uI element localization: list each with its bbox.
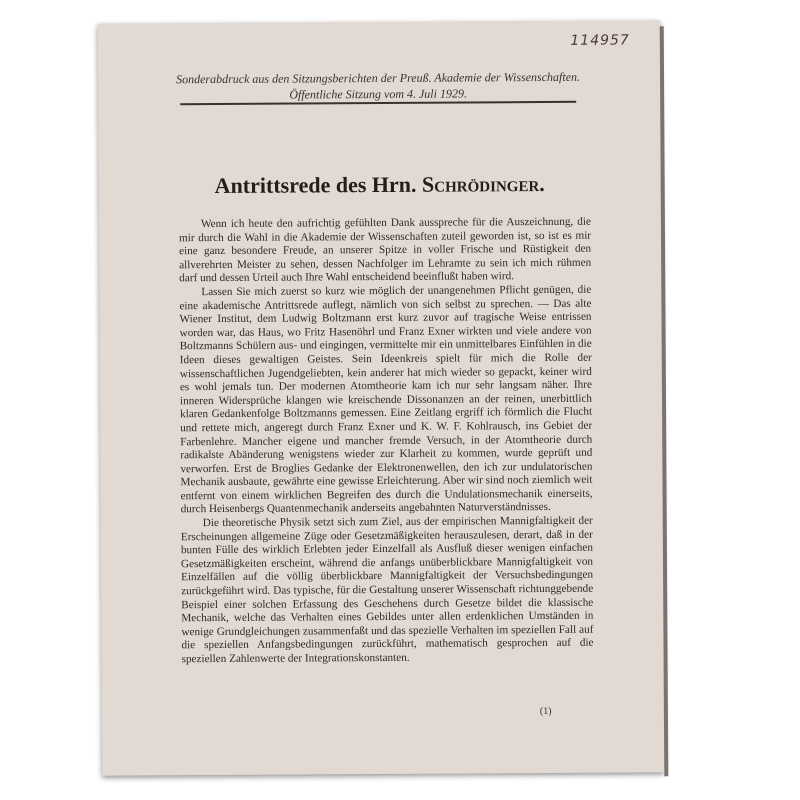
body-text (179, 216, 594, 667)
title-text: Antrittsrede des Hrn. (214, 171, 423, 199)
header-line-2: Öffentliche Sitzung vom 4. Juli 1929. (289, 86, 467, 102)
page-number: (1) (539, 705, 552, 718)
paragraph-2: Lassen Sie mich zuerst so kurz wie möglich der unangenehmen Pflicht genügen, die eine akademische Antrittsrede auflegt, nämlich von sich selbst zu sprechen. — Das alte Wiener Institut, dem Ludwig Boltzmann erst kurz zuvor auf tragische Weise entrissen worden war, das Haus, wo Fritz Hasenöhrl und Franz Exner wirkten und viele andere von Boltzmanns Schülern aus- und eingingen, vermittelte mir ein unmittelbares Einfühlen in die Ideen dieses gewaltigen Geistes. Sein Ideenkreis spielt für mich die Rolle der wissenschaftlichen Jugendgeliebten, kein anderer hat mich wieder so gepackt, keiner wird es wohl jemals tun. Der modernen Atomtheorie kam ich nur sehr langsam näher. Ihre inneren Widersprüche klangen wie kreischende Dissonanzen an der reinen, unerbittlich klaren Gedankenfolge Boltzmanns gemessen. Eine Zeitlang ergriff ich förmlich die Flucht und rettete mich, angeregt durch Franz Exner und K. W. F. Kohlrausch, ins Gebiet der Farbenlehre. Mancher eigene und mancher fremde Versuch, in der Atomtheorie durch radikalste Abänderung wenigstens wieder zur Klarheit zu kommen, wurde geprüft und verworfen. Erst de Broglies Gedanke der Elektronenwellen, den ich zur undulatorischen Mechanik ausbaute, gewährte eine gewisse Erleichterung. Aber wir sind noch ziemlich weit entfernt von einem wirklichen Begreifen des durch die Undulationsmechanik einerseits, durch Heisenbergs Quantenmechanik anderseits angebahnten Naturverständnisses. (179, 283, 593, 516)
page-edge-shadow (660, 26, 669, 776)
title-name: Schrödinger. (421, 170, 545, 197)
page-title (99, 170, 661, 199)
header-line-1: Sonderabdruck aus den Sitzungsberichten der Preuß. Akademie der Wissenschaften. (176, 69, 581, 87)
reprint-header (176, 69, 580, 103)
paragraph-3: Die theoretische Physik setzt sich zum Ziel, aus der empirischen Mannigfaltigkeit der Erscheinungen allgemeine Züge oder Gesetzmäßigkeiten herauszulesen, derart, daß in der bunten Fülle des wirklich Erlebten jeder Einzelfall als Ausfluß dieser wenigen einfachen Gesetzmäßigkeiten erscheint, während die anfangs unüberblickbare Mannigfaltigkeit von Einzelfällen auf die völlig überblickbare Mannigfaltigkeit der Versuchsbedingungen zurückgeführt wird. Das typische, für die Gestaltung unserer Wissenschaft richtunggebende Beispiel einer solchen Erfassung des Geschehens durch Gesetze bildet die klassische Mechanik, welche das Verhalten eines Gebildes unter allen erdenklichen Umständen in wenige Grundgleichungen zusammenfaßt und das spezielle Verhalten im speziellen Fall auf die speziellen Anfangsbedingungen zurückführt, mathematisch gesprochen auf die speziellen Zahlenwerte der Integrationskonstanten. (180, 514, 594, 666)
document-page (98, 20, 665, 775)
inventory-number: 114957 (570, 32, 630, 49)
paragraph-1: Wenn ich heute den aufrichtig gefühlten Dank ausspreche für die Auszeichnung, die mir durch die Wahl in die Akademie der Wissenschaften zuteil geworden ist, so ist es mir eine ganz besondere Freude, an unserer Spitze in voller Frische und Rüstigkeit den allverehrten Meister zu sehen, dessen Nachfolger im Lehramte zu sein ich mich rühmen darf und dessen Urteil auch Ihre Wahl entscheidend beeinflußt haben wird. (178, 215, 592, 285)
